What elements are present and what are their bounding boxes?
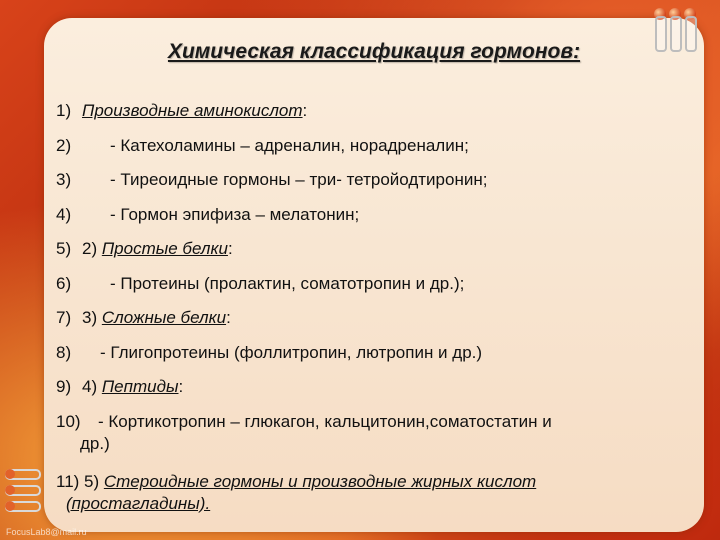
item-text: - Кортикотропин – глюкагон, кальцитонин,соматостатин и [98,411,552,431]
category-label: Пептиды [101,377,179,396]
paper-clips-top-right [652,8,698,54]
list-item [56,135,676,170]
paper-clips-bottom-left [2,466,46,526]
list-item: 7) 3) Сложные белки: [56,308,231,327]
item-number: 10) [56,411,81,431]
list-item: 1) Производные аминокислот: [56,101,308,120]
item-text: - Катехоламины – адреналин, норадреналин; [110,135,469,155]
item-text-continued: др.) [80,433,110,453]
item-number: 4) [56,204,72,224]
list-item: 9) 4) Пептиды: [56,377,184,396]
paper-clip-icon [670,16,682,52]
category-label: Стероидные гормоны и производные жирных кислот [103,471,537,491]
item-number: 7) [56,308,72,327]
list-item [56,273,676,308]
paper-clip-icon [655,16,667,52]
list-item: 5) 2) Простые белки: [56,239,233,258]
list-item [56,342,676,377]
item-text: - Тиреоидные гормоны – три- тетройодтиронин; [110,170,488,189]
item-text: - Протеины (пролактин, соматотропин и др.); [110,273,465,293]
category-label: Производные аминокислот [82,101,303,120]
item-number: 11) [56,471,80,491]
item-number: 1) [56,101,72,120]
item-number: 3) [56,170,72,189]
paper-clip-icon [685,16,697,52]
item-number: 9) [56,377,72,396]
item-text-continued: (простагладины). [66,493,211,513]
list-item: 11) 5) Стероидные гормоны и производные жирных кислот (простагладины). [56,471,676,506]
list-item [56,204,676,239]
item-number: 6) [56,273,72,293]
category-label: Простые белки [101,239,228,258]
list-item [56,169,676,204]
item-text: - Гормон эпифиза – мелатонин; [110,204,360,224]
watermark: FocusLab8@mail.ru [6,527,87,537]
slide-panel [44,18,704,532]
item-number: 2) [56,135,72,155]
slide-title: Химическая классификация гормонов: [167,40,581,63]
paper-clip-icon [2,466,46,526]
item-text: - Глигопротеины (фоллитропин, лютропин и др.) [100,342,483,362]
item-number: 8) [56,342,72,362]
category-label: Сложные белки [101,308,227,327]
item-number: 5) [56,239,72,258]
list-item [56,411,676,471]
hormone-list [56,100,676,513]
